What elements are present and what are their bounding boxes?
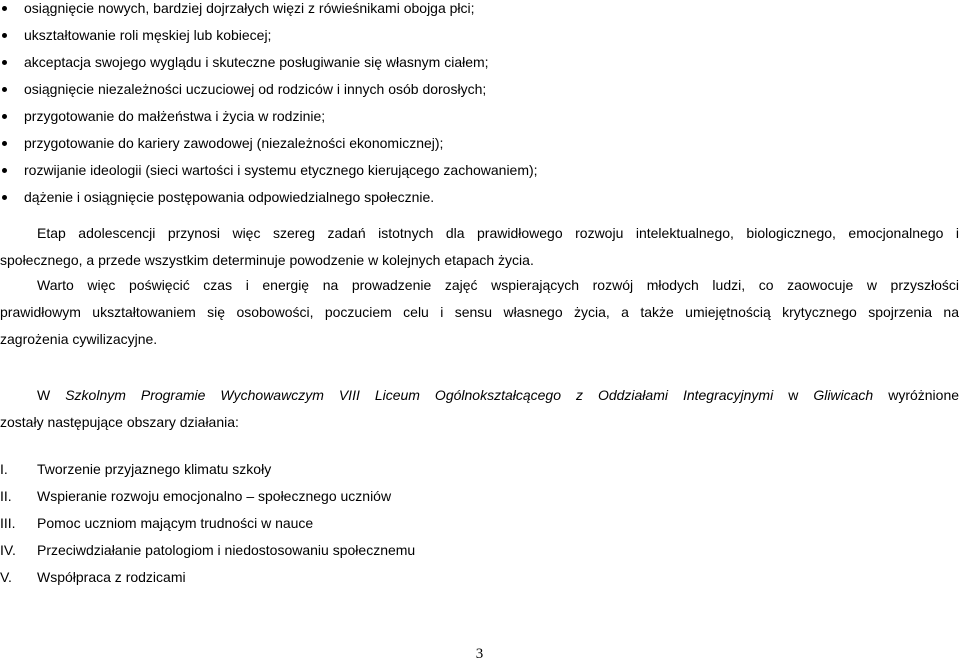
list-item — [0, 160, 959, 187]
list-item-text: Pomoc uczniom mającym trudności w nauce — [37, 515, 314, 531]
bullet-icon — [2, 141, 7, 146]
list-item — [0, 133, 959, 160]
list-item-text: osiągnięcie niezależności uczuciowej od rodziców i innych osób dorosłych; — [24, 81, 487, 97]
list-item-text: Przeciwdziałanie patologiom i niedostosowaniu społecznemu — [37, 542, 416, 558]
paragraph-program — [0, 382, 959, 436]
paragraph-adolescence — [0, 220, 959, 274]
list-number: V. — [0, 569, 12, 585]
paragraph-line: zagrożenia cywilizacyjne. — [0, 331, 158, 347]
developmental-tasks-list — [0, 0, 959, 214]
paragraph-text: wyróżnione — [888, 387, 959, 403]
paragraph-line — [0, 382, 959, 409]
paragraph-line: społecznego, a przede wszystkim determinuje powodzenie w kolejnych etapach życia. — [0, 252, 534, 268]
bullet-icon — [2, 87, 7, 92]
program-name: Szkolnym Programie Wychowawczym VIII Liceum Ogólnokształcącego z Oddziałami Integracyjnymi — [65, 387, 774, 403]
list-item — [0, 187, 959, 214]
list-item — [0, 0, 959, 25]
page-number: 3 — [475, 646, 484, 662]
city-name: Gliwicach — [813, 387, 874, 403]
list-item-text: osiągnięcie nowych, bardziej dojrzałych więzi z rówieśnikami obojga płci; — [24, 0, 475, 16]
bullet-icon — [2, 6, 7, 11]
list-number: III. — [0, 515, 16, 531]
bullet-icon — [2, 195, 7, 200]
paragraph-line: Etap adolescencji przynosi więc szereg zadań istotnych dla prawidłowego rozwoju intelektualnego, biologicznego, emocjonalnego i — [37, 225, 959, 241]
list-item-text: przygotowanie do małżeństwa i życia w rodzinie; — [24, 108, 326, 124]
list-item — [0, 25, 959, 52]
list-item — [0, 79, 959, 106]
list-item — [0, 106, 959, 133]
bullet-icon — [2, 168, 7, 173]
paragraph-line: zostały następujące obszary działania: — [0, 414, 239, 430]
list-item — [0, 52, 959, 79]
paragraph-line: prawidłowym ukształtowaniem się osobowości, poczuciem celu i sensu własnego życia, a także umiejętnością krytycznego spojrzenia na — [0, 304, 959, 320]
list-number: I. — [0, 461, 8, 477]
bullet-icon — [2, 114, 7, 119]
list-item-text: Wspieranie rozwoju emocjonalno – społecznego uczniów — [37, 488, 392, 504]
list-item-text: dążenie i osiągnięcie postępowania odpowiedzialnego społecznie. — [24, 189, 435, 205]
bullet-icon — [2, 33, 7, 38]
paragraph-line: Warto więc poświęcić czas i energię na prowadzenie zajęć wspierających rozwój młodych ludzi, co zaowocuje w przyszłości — [37, 277, 959, 293]
list-item-text: Tworzenie przyjaznego klimatu szkoły — [37, 461, 272, 477]
list-number: II. — [0, 488, 12, 504]
paragraph-text: w — [788, 387, 799, 403]
paragraph-support — [0, 272, 959, 353]
list-item-text: rozwijanie ideologii (sieci wartości i systemu etycznego kierującego zachowaniem); — [24, 162, 538, 178]
list-item-text: ukształtowanie roli męskiej lub kobiecej; — [24, 27, 272, 43]
paragraph-text: W — [37, 387, 51, 403]
list-number: IV. — [0, 542, 16, 558]
list-item-text: akceptacja swojego wyglądu i skuteczne posługiwanie się własnym ciałem; — [24, 54, 489, 70]
list-item-text: Współpraca z rodzicami — [37, 569, 186, 585]
bullet-icon — [2, 60, 7, 65]
list-item-text: przygotowanie do kariery zawodowej (niezależności ekonomicznej); — [24, 135, 444, 151]
